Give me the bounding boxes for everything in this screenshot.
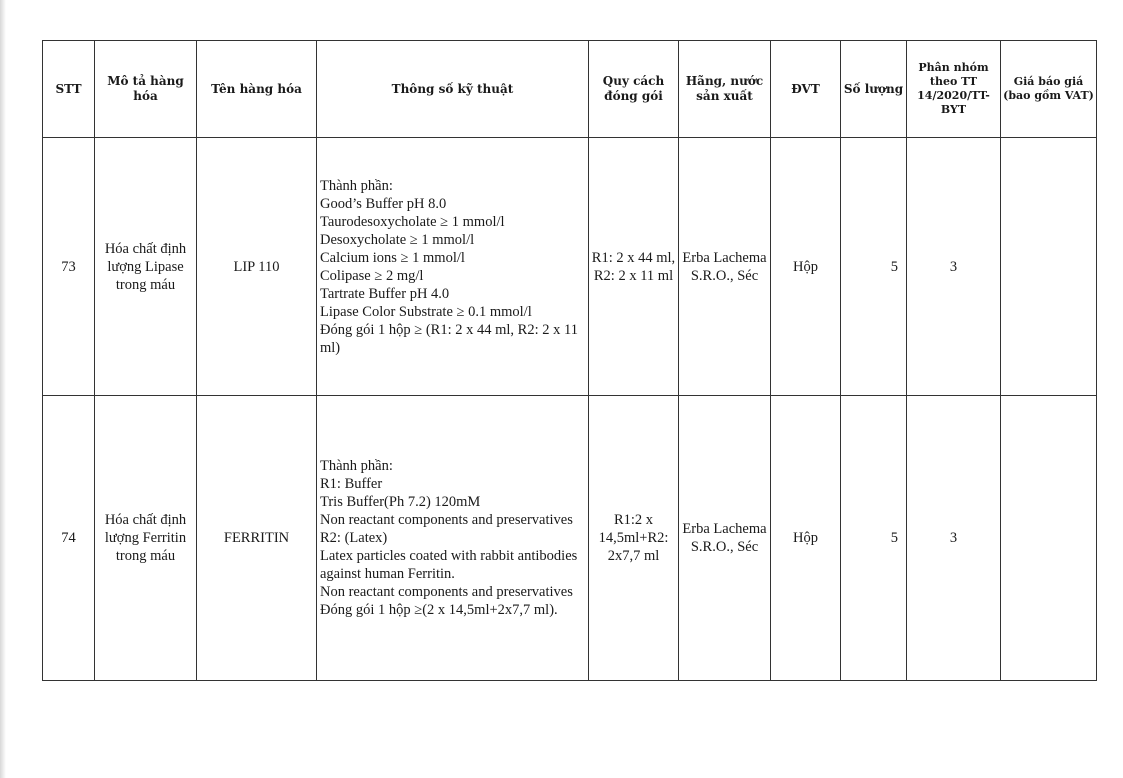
spec-line: Tartrate Buffer pH 4.0 — [320, 285, 450, 302]
packaging-line: 2x7,7 ml — [607, 548, 660, 564]
cell-name: FERRITIN — [197, 396, 317, 681]
spec-line: Tris Buffer(Ph 7.2) 120mM — [320, 494, 481, 510]
cell-unit: Hộp — [771, 396, 841, 681]
cell-unit: Hộp — [771, 138, 841, 396]
header-packaging: Quy cách đóng gói — [589, 41, 679, 138]
price-quote-table — [42, 40, 1097, 681]
cell-quantity: 5 — [841, 138, 907, 396]
cell-spec — [317, 138, 589, 396]
spec-line: Thành phần: — [320, 177, 393, 194]
spec-line: Calcium ions ≥ 1 mmol/l — [320, 249, 465, 266]
spec-line: R1: Buffer — [320, 476, 383, 492]
cell-group: 3 — [907, 396, 1001, 681]
spec-line: Thành phần: — [320, 458, 393, 474]
cell-price — [1001, 138, 1097, 396]
header-row — [43, 41, 1097, 138]
spec-line: Taurodesoxycholate ≥ 1 mmol/l — [320, 213, 505, 230]
header-description: Mô tả hàng hóa — [95, 41, 197, 138]
cell-manufacturer: Erba Lachema S.R.O., Séc — [679, 396, 771, 681]
spec-line: Đóng gói 1 hộp ≥ (R1: 2 x 44 ml, R2: 2 x 11 ml) — [320, 321, 578, 356]
packaging-line: R1:2 x — [613, 512, 654, 528]
spec-line: Good’s Buffer pH 8.0 — [320, 195, 447, 212]
cell-packaging: R1: 2 x 44 ml, R2: 2 x 11 ml — [589, 138, 679, 396]
header-stt: STT — [43, 41, 95, 138]
spec-line: Non reactant components and preservatives — [320, 584, 573, 600]
cell-description: Hóa chất định lượng Ferritin trong máu — [95, 396, 197, 681]
spec-line: Lipase Color Substrate ≥ 0.1 mmol/l — [320, 303, 532, 320]
scan-edge-shadow — [0, 0, 6, 778]
cell-group: 3 — [907, 138, 1001, 396]
spec-line: Non reactant components and preservatives — [320, 512, 573, 528]
cell-description: Hóa chất định lượng Lipase trong máu — [95, 138, 197, 396]
header-group: Phân nhóm theo TT 14/2020/TT-BYT — [907, 41, 1001, 138]
header-manufacturer: Hãng, nước sản xuất — [679, 41, 771, 138]
header-unit: ĐVT — [771, 41, 841, 138]
header-name: Tên hàng hóa — [197, 41, 317, 138]
cell-name: LIP 110 — [197, 138, 317, 396]
cell-quantity: 5 — [841, 396, 907, 681]
cell-packaging — [589, 396, 679, 681]
spec-line: R2: (Latex) — [320, 530, 388, 546]
packaging-line: 14,5ml+R2: — [598, 530, 669, 546]
spec-line: Desoxycholate ≥ 1 mmol/l — [320, 231, 475, 248]
spec-line: Latex particles coated with rabbit antibodies against human Ferritin. — [320, 548, 578, 582]
table-row — [43, 396, 1097, 681]
header-quantity: Số lượng — [841, 41, 907, 138]
header-spec: Thông số kỹ thuật — [317, 41, 589, 138]
cell-stt: 73 — [43, 138, 95, 396]
cell-manufacturer: Erba Lachema S.R.O., Séc — [679, 138, 771, 396]
spec-line: Colipase ≥ 2 mg/l — [320, 267, 424, 284]
header-price: Giá báo giá (bao gồm VAT) — [1001, 41, 1097, 138]
cell-stt: 74 — [43, 396, 95, 681]
spec-line: Đóng gói 1 hộp ≥(2 x 14,5ml+2x7,7 ml). — [320, 602, 558, 618]
table-row — [43, 138, 1097, 396]
cell-price — [1001, 396, 1097, 681]
cell-spec — [317, 396, 589, 681]
